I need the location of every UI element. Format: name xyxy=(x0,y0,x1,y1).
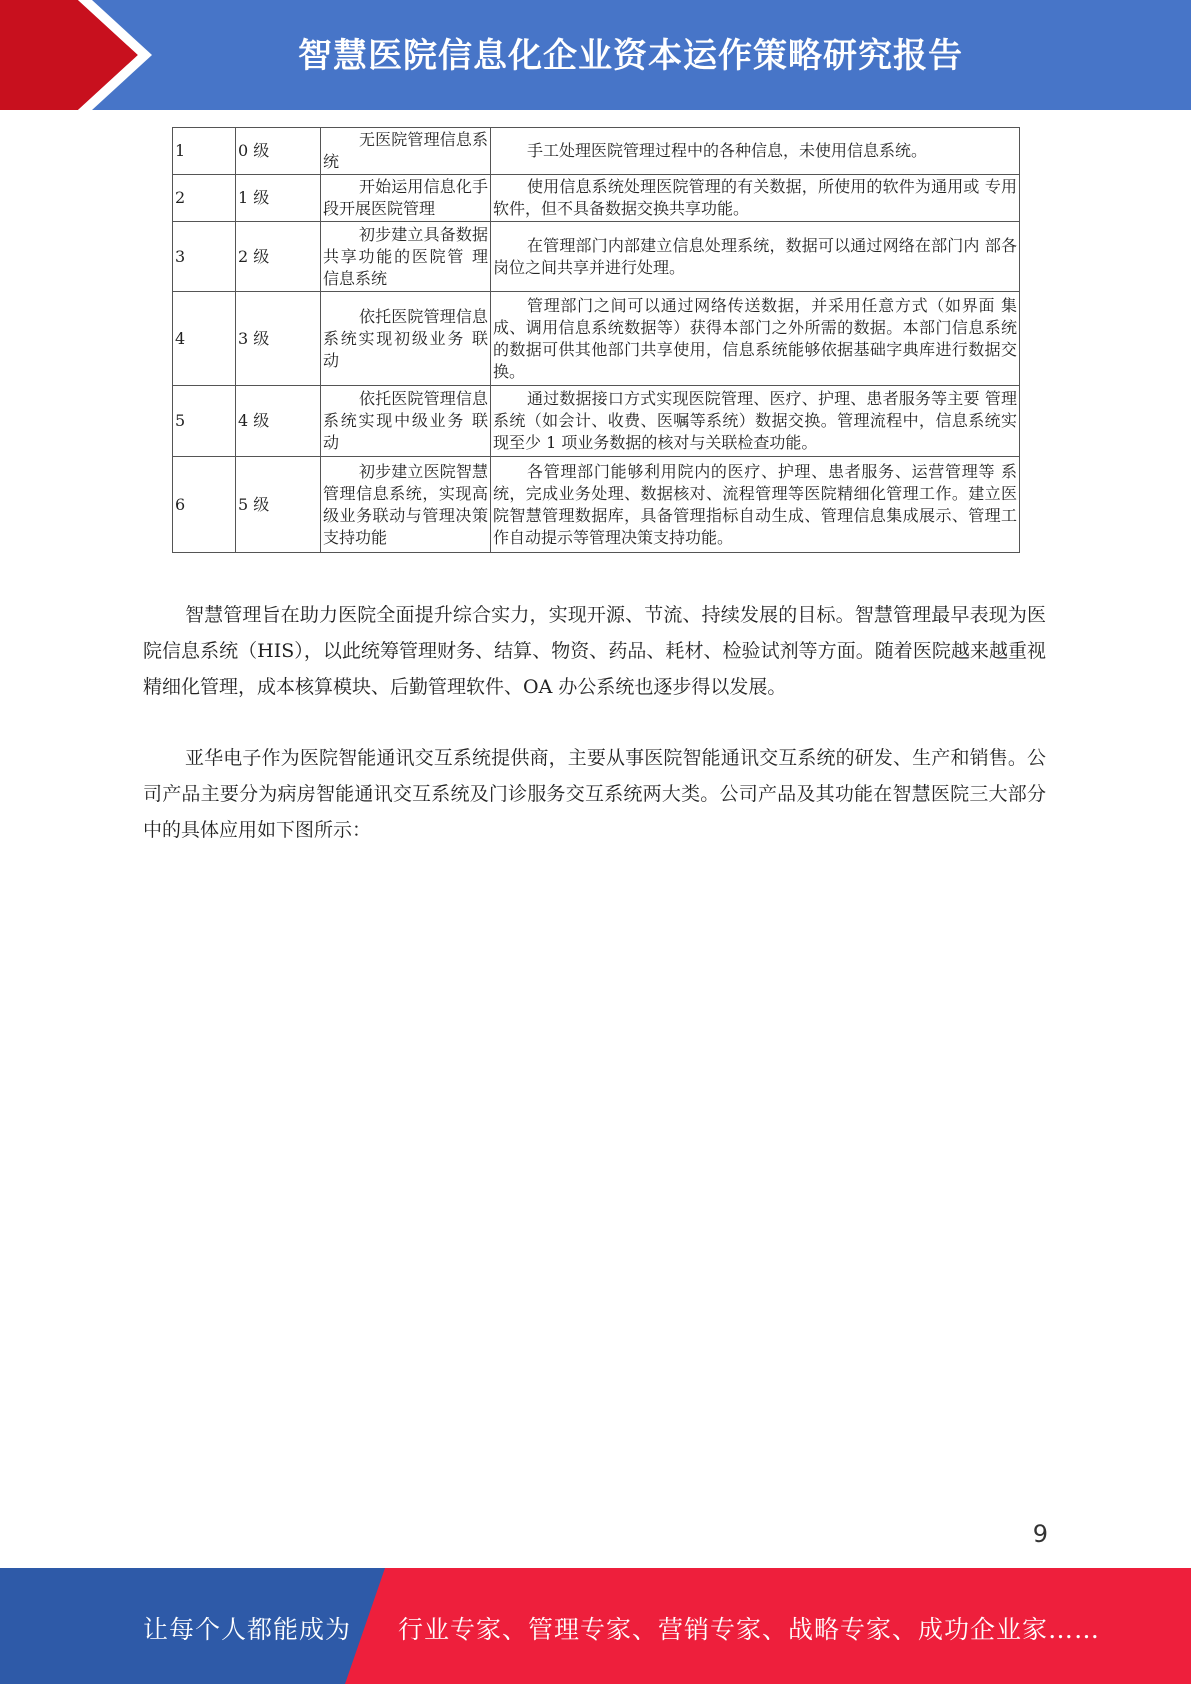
row-number: 5 xyxy=(173,386,236,457)
row-level-description: 开始运用信息化手 段开展医院管理 xyxy=(321,175,491,222)
body-paragraph-yahua-electronics: 亚华电子作为医院智能通讯交互系统提供商，主要从事医院智能通讯交互系统的研发、生产和销售。公司产品主要分为病房智能通讯交互系统及门诊服务交互系统两大类。公司产品及其功能在智慧医院三大部分中的具体应用如下图所示： xyxy=(143,747,1046,841)
table-row xyxy=(173,222,1020,292)
row-level-requirement: 手工处理医院管理过程中的各种信息，未使用信息系统。 xyxy=(491,128,1020,175)
row-level-requirement: 使用信息系统处理医院管理的有关数据，所使用的软件为通用或 专用软件，但不具备数据交换共享功能。 xyxy=(491,175,1020,222)
report-title: 智慧医院信息化企业资本运作策略研究报告 xyxy=(298,36,963,76)
hospital-management-level-table xyxy=(172,127,1020,553)
row-level-description: 无医院管理信息系 统 xyxy=(321,128,491,175)
row-level-description: 依托医院管理信息 系统实现初级业务 联动 xyxy=(321,292,491,386)
page-header xyxy=(0,0,1191,110)
table-row xyxy=(173,457,1020,553)
footer-slogan-left: 让每个人都能成为 xyxy=(143,1615,352,1644)
row-number: 4 xyxy=(173,292,236,386)
row-number: 1 xyxy=(173,128,236,175)
row-level-description: 依托医院管理信息 系统实现中级业务 联动 xyxy=(321,386,491,457)
row-level-requirement: 管理部门之间可以通过网络传送数据，并采用任意方式（如界面 集成、调用信息系统数据等）获得本部门之外所需的数据。本部门信息系统的数据可供其他部门共享使用，信息系统能够依据基础字典库进行数据交换。 xyxy=(491,292,1020,386)
page-footer xyxy=(0,1568,1191,1684)
row-level: 5 级 xyxy=(236,457,321,553)
page-number: 9 xyxy=(1032,1520,1048,1548)
row-level-description: 初步建立具备数据 共享功能的医院管 理信息系统 xyxy=(321,222,491,292)
row-level-requirement: 各管理部门能够利用院内的医疗、护理、患者服务、运营管理等 系统，完成业务处理、数据核对、流程管理等医院精细化管理工作。建立医院智慧管理数据库，具备管理指标自动生成、管理信息集成展示、管理工作自动提示等管理决策支持功能。 xyxy=(491,457,1020,553)
row-level: 2 级 xyxy=(236,222,321,292)
body-paragraph-smart-management: 智慧管理旨在助力医院全面提升综合实力，实现开源、节流、持续发展的目标。智慧管理最早表现为医院信息系统（HIS），以此统筹管理财务、结算、物资、药品、耗材、检验试剂等方面。随着医院越来越重视精细化管理，成本核算模块、后勤管理软件、OA 办公系统也逐步得以发展。 xyxy=(143,604,1046,698)
table-row xyxy=(173,128,1020,175)
row-level: 1 级 xyxy=(236,175,321,222)
table-row xyxy=(173,386,1020,457)
row-level: 3 级 xyxy=(236,292,321,386)
header-arrow-graphic xyxy=(0,0,160,110)
table-row xyxy=(173,175,1020,222)
row-level-requirement: 在管理部门内部建立信息处理系统，数据可以通过网络在部门内 部各岗位之间共享并进行处理。 xyxy=(491,222,1020,292)
row-level: 0 级 xyxy=(236,128,321,175)
row-level-requirement: 通过数据接口方式实现医院管理、医疗、护理、患者服务等主要 管理系统（如会计、收费、医嘱等系统）数据交换。管理流程中，信息系统实现至少 1 项业务数据的核对与关联检查功能。 xyxy=(491,386,1020,457)
table-row xyxy=(173,292,1020,386)
row-number: 6 xyxy=(173,457,236,553)
row-number: 2 xyxy=(173,175,236,222)
footer-slogan-right: 行业专家、管理专家、营销专家、战略专家、成功企业家…… xyxy=(398,1615,1101,1644)
row-level: 4 级 xyxy=(236,386,321,457)
row-level-description: 初步建立医院智慧 管理信息系统，实现高级业务联动与管理决策支持功能 xyxy=(321,457,491,553)
row-number: 3 xyxy=(173,222,236,292)
